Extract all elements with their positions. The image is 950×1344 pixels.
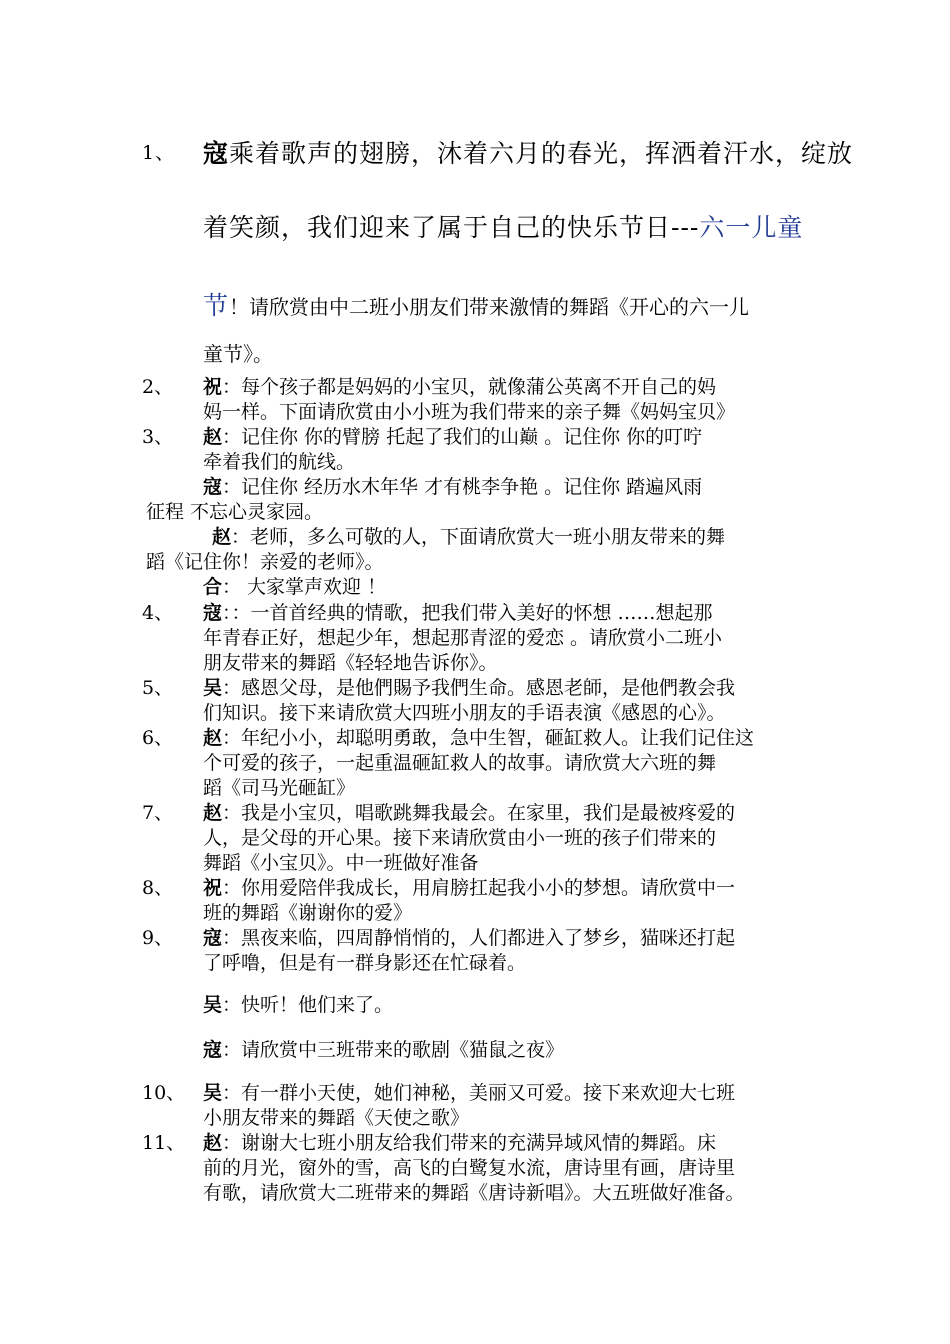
item-7-line-2: 人，是父母的开心果。接下来请欣赏由小一班的孩子们带来的 xyxy=(203,827,717,849)
item-1-line-2: 着笑颜，我们迎来了属于自己的快乐节日---六一儿童 xyxy=(203,213,804,242)
item-4-line-2: 年青春正好，想起少年，想起那青涩的爱恋 。请欣赏小二班小 xyxy=(203,627,723,649)
item-number: 9、 xyxy=(142,927,174,949)
item-1-line-3: 节！请欣赏由中二班小朋友们带来激情的舞蹈《开心的六一儿 xyxy=(203,291,750,320)
item-1-line-4: 童节》。 xyxy=(203,342,273,366)
item-5-line-2: 们知识。接下来请欣赏大四班小朋友的手语表演《感恩的心》。 xyxy=(203,702,726,724)
item-number: 1、 xyxy=(142,142,176,164)
item-3-line-5: 赵：老师，多么可敬的人，下面请欣赏大一班小朋友带来的舞 xyxy=(212,526,726,548)
item-number: 4、 xyxy=(142,602,174,624)
item-9-line-1: 寇：黑夜来临，四周静悄悄的，人们都进入了梦乡，猫咪还打起 xyxy=(203,927,736,949)
item-number: 7、 xyxy=(142,802,174,824)
item-3-line-1: 赵：记住你 你的臂膀 托起了我们的山巅 。记住你 你的叮咛 xyxy=(203,426,703,448)
item-2-line-1: 祝：每个孩子都是妈妈的小宝贝，就像蒲公英离不开自己的妈 xyxy=(203,376,717,398)
item-number: 8、 xyxy=(142,877,174,899)
item-number: 2、 xyxy=(142,376,174,398)
item-11-line-3: 有歌，请欣赏大二班带来的舞蹈《唐诗新唱》。大五班做好准备。 xyxy=(203,1182,745,1204)
item-7-line-3: 舞蹈《小宝贝》。中一班做好准备 xyxy=(203,852,479,874)
item-7-line-1: 赵：我是小宝贝，唱歌跳舞我最会。在家里，我们是最被疼爱的 xyxy=(203,802,736,824)
item-8-line-1: 祝：你用爱陪伴我成长，用肩膀扛起我小小的梦想。请欣赏中一 xyxy=(203,877,736,899)
item-2-line-2: 妈一样。下面请欣赏由小小班为我们带来的亲子舞《妈妈宝贝》 xyxy=(203,401,736,423)
item-5-line-1: 吴：感恩父母，是他們賜予我們生命。感恩老師，是他們教会我 xyxy=(203,677,736,699)
item-11-line-2: 前的月光，窗外的雪，高飞的白鹭复水流，唐诗里有画，唐诗里 xyxy=(203,1157,736,1179)
item-4-line-1: 寇：：一首首经典的情歌，把我们带入美好的怀想 ……想起那 xyxy=(203,602,713,624)
item-number: 11、 xyxy=(142,1132,186,1154)
item-10-line-1: 吴：有一群小天使，她们神秘，美丽又可爱。接下来欢迎大七班 xyxy=(203,1082,736,1104)
item-1-line-1: 寇乘着歌声的翅膀，沐着六月的春光，挥洒着汗水，绽放 xyxy=(203,139,854,168)
item-3-line-3: 寇：记住你 经历水木年华 才有桃李争艳 。记住你 踏遍风雨 xyxy=(203,476,703,498)
item-10-line-2: 小朋友带来的舞蹈《天使之歌》 xyxy=(203,1107,470,1129)
item-11-line-1: 赵：谢谢大七班小朋友给我们带来的充满异域风情的舞蹈。床 xyxy=(203,1132,717,1154)
item-3-line-6: 蹈《记住你！亲爱的老师》。 xyxy=(146,551,384,573)
item-3-line-2: 牵着我们的航线。 xyxy=(203,451,356,473)
item-6-line-1: 赵：年纪小小，却聪明勇敢，急中生智，砸缸救人。让我们记住这 xyxy=(203,727,755,749)
item-number: 3、 xyxy=(142,426,174,448)
item-number: 10、 xyxy=(142,1082,186,1104)
item-6-line-2: 个可爱的孩子，一起重温砸缸救人的故事。请欣赏大六班的舞 xyxy=(203,752,717,774)
item-6-line-3: 蹈《司马光砸缸》 xyxy=(203,777,356,799)
item-3-line-4: 征程 不忘心灵家园。 xyxy=(146,501,324,523)
item-3-line-7: 合： 大家掌声欢迎 ！ xyxy=(203,576,387,598)
item-9-line-3: 吴：快听！他们来了。 xyxy=(203,994,394,1016)
item-9-line-4: 寇：请欣赏中三班带来的歌剧《猫鼠之夜》 xyxy=(203,1039,565,1061)
item-number: 6、 xyxy=(142,727,174,749)
item-9-line-2: 了呼噜，但是有一群身影还在忙碌着。 xyxy=(203,952,527,974)
item-number: 5、 xyxy=(142,677,174,699)
item-4-line-3: 朋友带来的舞蹈《轻轻地告诉你》。 xyxy=(203,652,498,674)
item-8-line-2: 班的舞蹈《谢谢你的爱》 xyxy=(203,902,413,924)
